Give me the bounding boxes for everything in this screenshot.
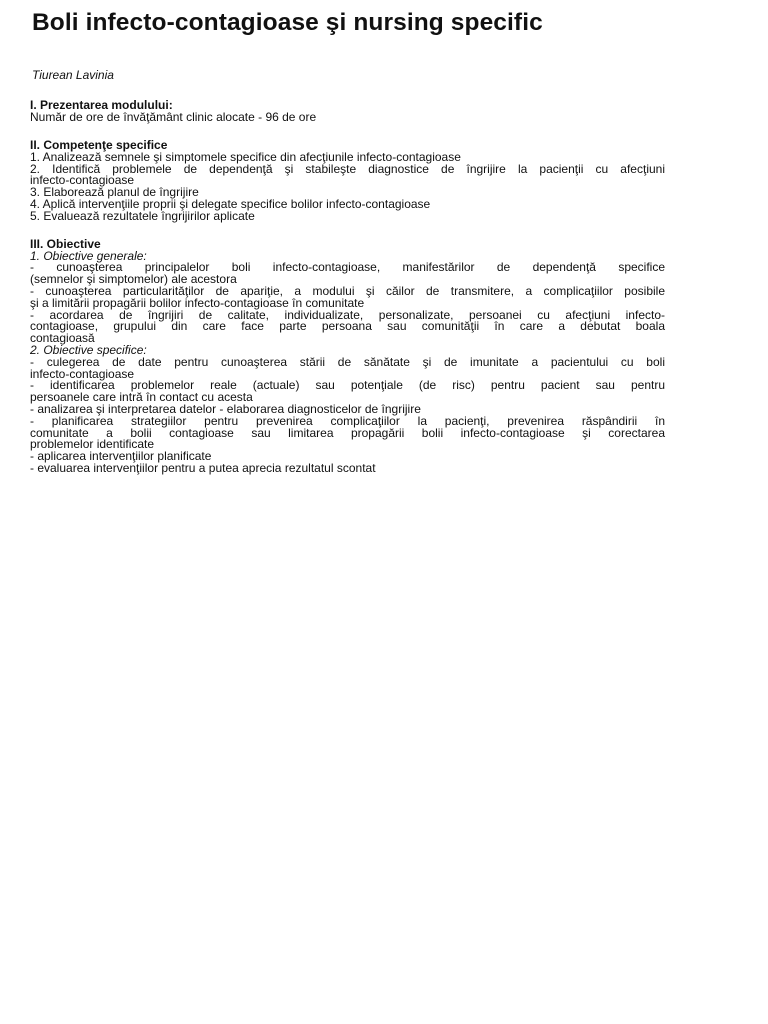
document-title: Boli infecto-contagioase şi nursing specific: [32, 9, 543, 36]
text-line: - culegerea de date pentru cunoaşterea stării de sănătate şi de imunitate a pacientului cu boli: [30, 354, 665, 369]
text-line: şi a limitării propagării bolilor infecto-contagioase în comunitate: [30, 295, 365, 310]
document-page: [30, 8, 665, 475]
list-item: 1. Analizează semnele şi simptomele specifice din afecţiunile infecto-contagioase: [30, 149, 461, 164]
text-line: - analizarea şi interpretarea datelor - elaborarea diagnosticelor de îngrijire: [30, 401, 421, 416]
section-module-presentation: [30, 99, 665, 124]
text-line: comunitate a bolii contagioase sau limitarea propagării bolii infecto-contagioase şi corectarea: [30, 425, 665, 440]
text-line: Număr de ore de învăţământ clinic alocate - 96 de ore: [30, 110, 317, 124]
section-specific-competences: [30, 139, 665, 223]
list-item: infecto-contagioase: [30, 173, 135, 188]
text-line: - evaluarea intervenţiilor pentru a putea aprecia rezultatul scontat: [30, 460, 376, 475]
text-line: contagioasă: [30, 331, 95, 346]
text-line: contagioase, grupului din care face parte persoana sau comunităţii în care a debutat boala: [30, 319, 665, 334]
text-line: - cunoaşterea particularităţilor de apariţie, a modului şi căilor de transmitere, a complicaţiilor posibile: [30, 283, 665, 298]
section-heading: III. Obiective: [30, 236, 101, 251]
text-line: - identificarea problemelor reale (actuale) sau potenţiale (de risc) pentru pacient sau pentru: [30, 378, 665, 393]
text-line: infecto-contagioase: [30, 366, 135, 381]
list-item: 5. Evaluează rezultatele îngrijirilor aplicate: [30, 208, 255, 223]
section-heading: II. Competenţe specifice: [30, 137, 168, 152]
subsection-heading: 1. Obiective generale:: [30, 248, 147, 263]
list-item: 2. Identifică problemele de dependenţă şi stabileşte diagnostice de îngrijire la pacienţii cu afecţiuni: [30, 161, 665, 176]
list-item: 3. Elaborează planul de îngrijire: [30, 185, 199, 200]
section-heading: I. Prezentarea modulului:: [30, 98, 173, 112]
text-line: - cunoaşterea principalelor boli infecto-contagioase, manifestărilor de dependenţă specifice: [30, 260, 665, 275]
list-item: 4. Aplică intervenţiile proprii şi delegate specifice bolilor infecto-contagioase: [30, 196, 431, 211]
text-line: - aplicarea intervenţiilor planificate: [30, 449, 212, 464]
author-name: Tiurean Lavinia: [32, 68, 114, 82]
text-line: persoanele care intră în contact cu acesta: [30, 390, 253, 405]
section-objectives: [30, 238, 665, 475]
text-line: - acordarea de îngrijiri de calitate, individualizate, personalizate, persoanei cu afecţiuni infecto-: [30, 307, 665, 322]
text-line: - planificarea strategiilor pentru prevenirea complicaţiilor la pacienţi, prevenirea răspândirii în: [30, 413, 665, 428]
text-line: problemelor identificate: [30, 437, 155, 452]
text-line: (semnelor şi simptomelor) ale acestora: [30, 272, 237, 287]
subsection-heading: 2. Obiective specifice:: [30, 342, 147, 357]
